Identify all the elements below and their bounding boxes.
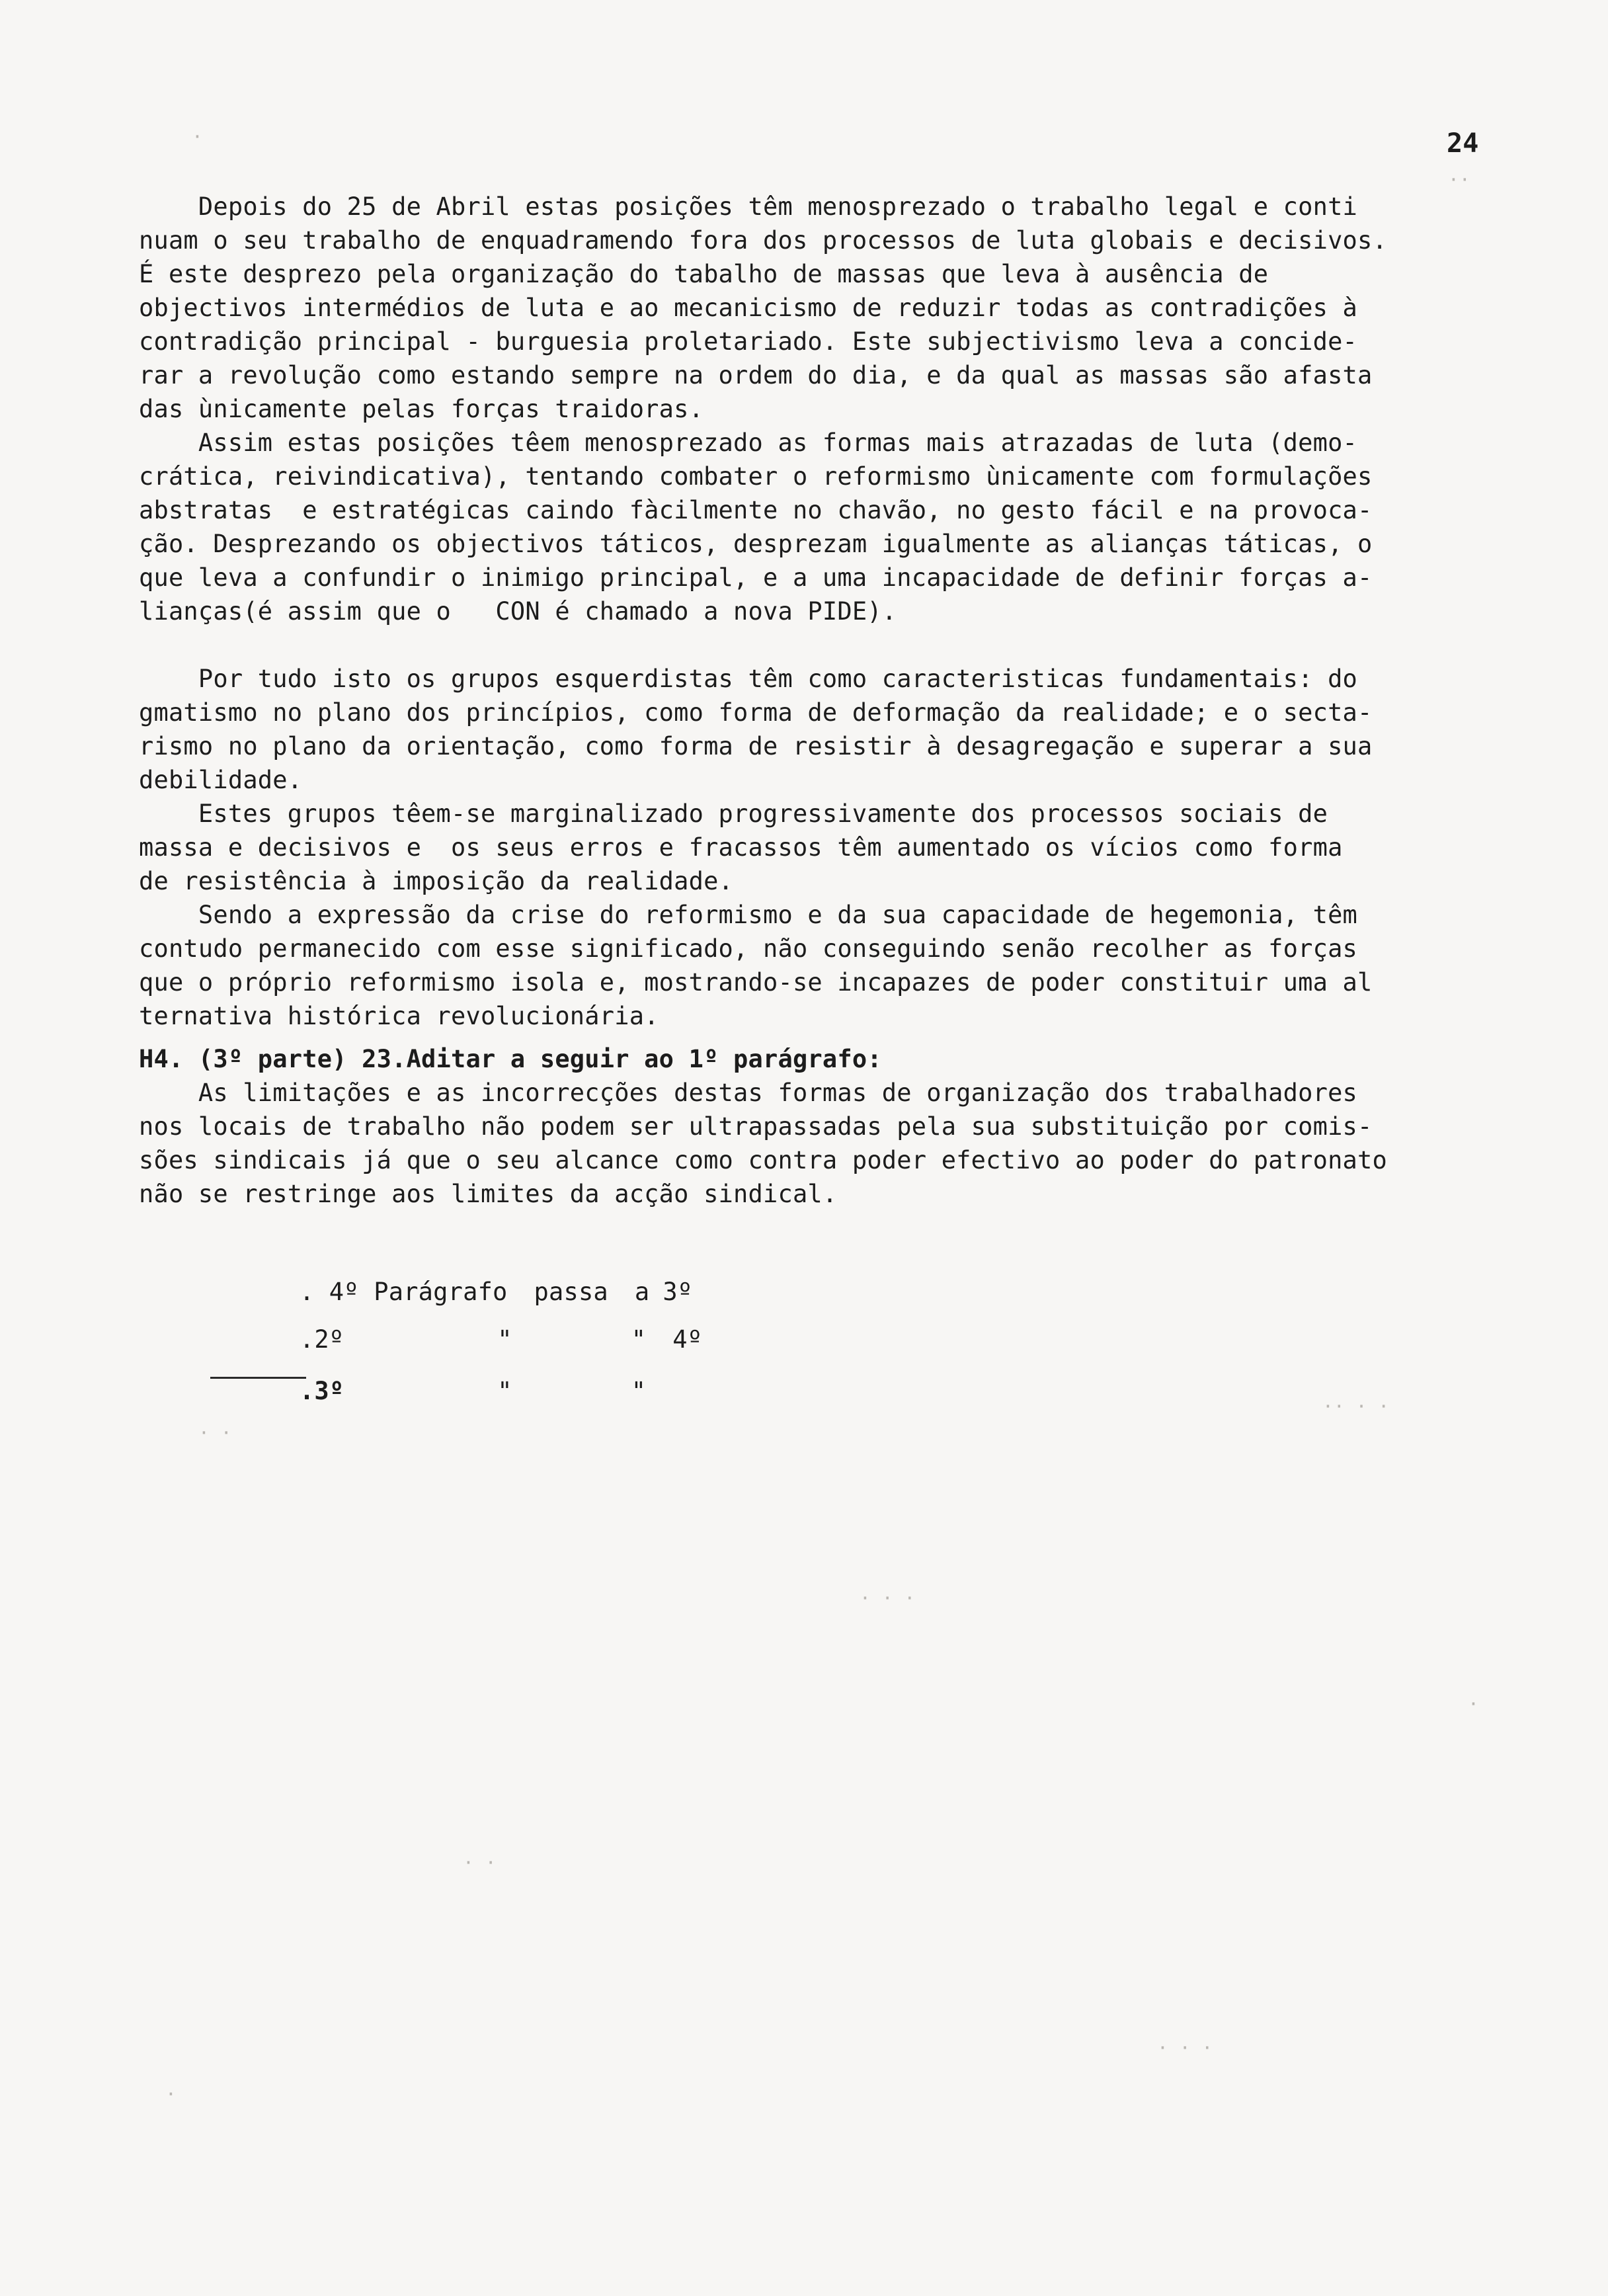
scan-speck: ··: [1448, 169, 1470, 190]
text-line: ção. Desprezando os objectivos táticos, desprezam igualmente as alianças táticas, o: [139, 530, 1373, 558]
scan-speck: ·· · ·: [1322, 1395, 1390, 1417]
text-line: contudo permanecido com esse significado, não conseguindo senão recolher as forças: [139, 934, 1358, 963]
page-number: 24: [1447, 128, 1479, 159]
scan-speck: · · ·: [860, 1587, 916, 1609]
text-line: contradição principal - burguesia proletariado. Este subjectivismo leva a concide-: [139, 327, 1358, 356]
text-line: abstratas e estratégicas caindo fàcilmente no chavão, no gesto fácil e na provoca-: [139, 496, 1373, 524]
renumber-ditto: ": [497, 1377, 512, 1405]
renumber-ditto: ": [497, 1325, 512, 1354]
text-line: das ùnicamente pelas forças traidoras.: [139, 395, 704, 423]
text-line: ternativa histórica revolucionária.: [139, 1002, 659, 1030]
amendment-body: [139, 1076, 1560, 1211]
amendment-section-h4: [139, 1042, 1560, 1211]
amendment-heading: H4. (3º parte) 23.Aditar a seguir ao 1º parágrafo:: [139, 1045, 882, 1073]
scan-speck: · ·: [463, 1852, 497, 1873]
renumber-ditto: passa: [534, 1278, 608, 1306]
renumber-underline: [210, 1377, 306, 1379]
text-line: massa e decisivos e os seus erros e fracassos têm aumentado os vícios como forma: [139, 833, 1343, 862]
text-line: não se restringe aos limites da acção sindical.: [139, 1180, 838, 1208]
renumber-to-prefix: a: [634, 1278, 650, 1306]
text-line: rismo no plano da orientação, como forma de resistir à desagregação e superar a sua: [139, 732, 1373, 760]
text-line: de resistência à imposição da realidade.: [139, 867, 734, 895]
text-line: gmatismo no plano dos princípios, como forma de deformação da realidade; e o secta-: [139, 698, 1373, 727]
renumber-to: 4º: [672, 1325, 703, 1354]
renumber-from: .3º: [299, 1377, 344, 1405]
text-line: lianças(é assim que o CON é chamado a nova PIDE).: [139, 597, 897, 626]
scan-speck: ·: [165, 2083, 177, 2105]
text-line: rar a revolução como estando sempre na ordem do dia, e da qual as massas são afasta: [139, 361, 1373, 390]
renumber-from: . 4º Parágrafo: [299, 1278, 508, 1306]
renumber-row: [210, 1340, 672, 1442]
scan-speck: ·: [1468, 1693, 1479, 1715]
text-line: nuam o seu trabalho de enquadramendo fora dos processos de luta globais e decisivos.: [139, 226, 1387, 255]
text-line: Sendo a expressão da crise do reformismo e da sua capacidade de hegemonia, têm: [139, 901, 1358, 929]
text-line: Por tudo isto os grupos esquerdistas têm como caracteristicas fundamentais: do: [139, 665, 1358, 693]
body-section-critique: [139, 190, 1560, 1033]
text-line: As limitações e as incorrecções destas formas de organização dos trabalhadores: [139, 1079, 1358, 1107]
text-line: Depois do 25 de Abril estas posições têm menosprezado o trabalho legal e conti: [139, 192, 1358, 221]
scan-speck: · ·: [198, 1422, 232, 1444]
text-line: debilidade.: [139, 766, 303, 794]
text-line: crática, reivindicativa), tentando combater o reformismo ùnicamente com formulações: [139, 462, 1373, 491]
renumber-to-prefix: ": [631, 1325, 647, 1354]
text-line: sões sindicais já que o seu alcance como contra poder efectivo ao poder do patronato: [139, 1146, 1387, 1174]
text-line: que leva a confundir o inimigo principal, e a uma incapacidade de definir forças a-: [139, 563, 1373, 592]
scan-speck: · · ·: [1157, 2037, 1213, 2059]
text-line: É este desprezo pela organização do tabalho de massas que leva à ausência de: [139, 260, 1269, 288]
renumber-to-prefix: ": [631, 1377, 647, 1405]
text-line: Assim estas posições têem menosprezado as formas mais atrazadas de luta (demo-: [139, 429, 1358, 457]
text-line: que o próprio reformismo isola e, mostrando-se incapazes de poder constituir uma al: [139, 968, 1373, 997]
text-line: objectivos intermédios de luta e ao mecanicismo de reduzir todas as contradições à: [139, 294, 1358, 322]
text-line: Estes grupos têem-se marginalizado progressivamente dos processos sociais de: [139, 800, 1328, 828]
scan-speck: ·: [192, 126, 203, 147]
renumber-from: .2º: [299, 1325, 344, 1354]
text-line: [139, 628, 1560, 662]
renumber-to: 3º: [663, 1278, 693, 1306]
text-line: nos locais de trabalho não podem ser ultrapassadas pela sua substituição por comis-: [139, 1112, 1373, 1141]
